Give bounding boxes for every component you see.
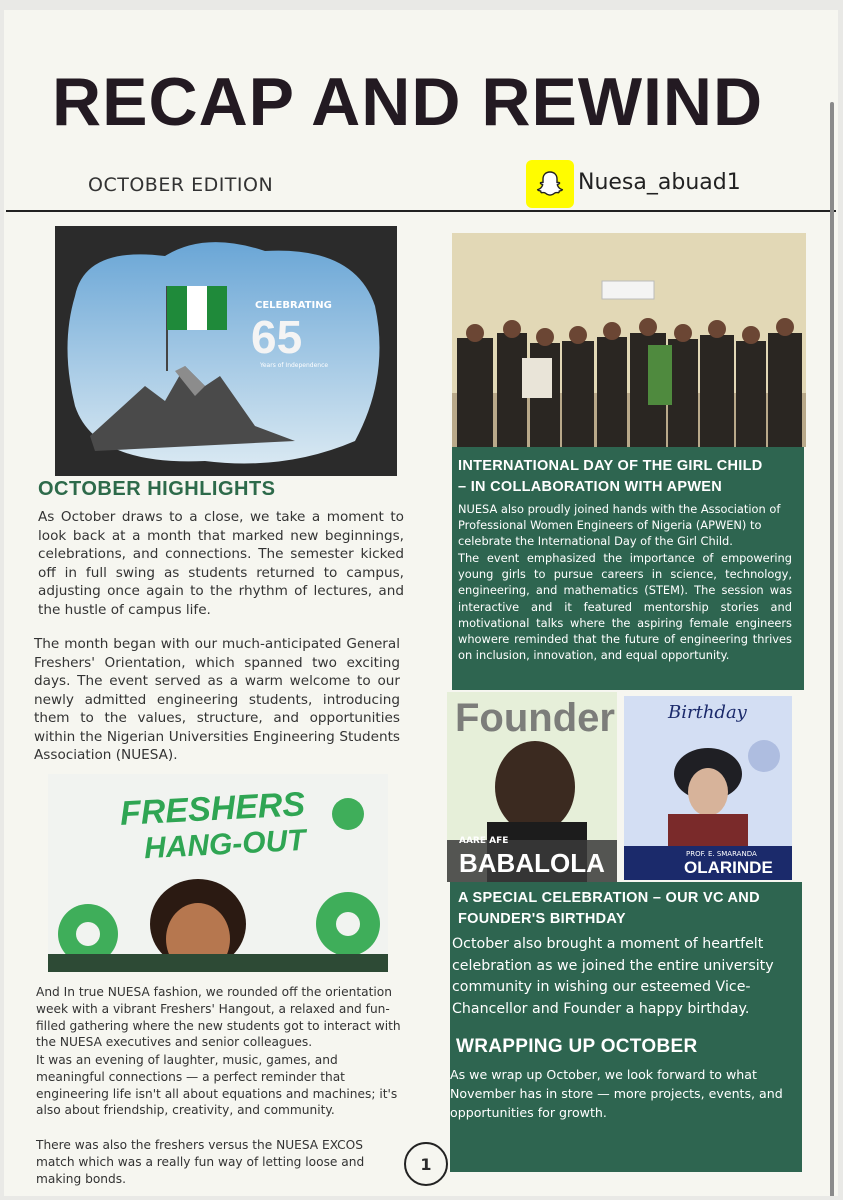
independence-image <box>55 226 397 476</box>
wrap-up-text: As we wrap up October, we look forward to what November has in store — more projects, events, and opportunities for growth. <box>450 1067 783 1120</box>
hero-number: 65 <box>251 311 303 363</box>
vc-pre-name: PROF. E. SMARANDA <box>686 850 757 858</box>
wrap-up-heading: WRAPPING UP OCTOBER <box>456 1036 698 1057</box>
founder-name: BABALOLA <box>459 848 605 878</box>
apwen-group-photo <box>452 233 806 447</box>
social-handle[interactable]: Nuesa_abuad1 <box>578 170 741 195</box>
page-number: 1 <box>404 1142 448 1186</box>
hero-celebrating: CELEBRATING <box>255 300 332 311</box>
girl-child-para-2: The event emphasized the importance of empowering young girls to pursue careers in science, technology, engineering, and mathematics (STEM). The session was interactive and it featured mentorship stories and motivational talks where the aspiring female engineers whowere reminded that the future of engineering thrives on inclusion, innovation, and equal opportunity. <box>458 551 792 663</box>
snapchat-icon[interactable] <box>526 160 574 208</box>
scrollbar[interactable] <box>830 102 834 1196</box>
highlights-heading: OCTOBER HIGHLIGHTS <box>38 478 276 500</box>
header-divider <box>6 210 836 212</box>
vc-name: OLARINDE <box>684 858 773 877</box>
freshers-line-1: FRESHERS <box>119 785 306 833</box>
freshers-hangout-image <box>48 774 388 972</box>
vc-birthday-card <box>624 696 792 880</box>
birthday-text: October also brought a moment of heartfelt celebration as we joined the entire university community in wishing our esteemed Vice-Chancellor and Founder a happy birthday. <box>452 936 774 1017</box>
page-title: RECAP AND REWIND <box>52 64 764 140</box>
girl-child-para-1: NUESA also proudly joined hands with the Association of Professional Women Engineers of Nigeria (APWEN) to celebrate the International Day of the Girl Child. <box>458 502 781 549</box>
girl-child-heading-2: – IN COLLABORATION WITH APWEN <box>458 479 723 495</box>
hangout-para-1: And In true NUESA fashion, we rounded off the orientation week with a vibrant Freshers' Hangout, a relaxed and fun-filled gathering where the new students got to interact with the NUESA executives and senior colleagues. <box>36 985 401 1050</box>
founder-pre-name: AARE AFE <box>459 836 509 846</box>
hangout-para-3: There was also the freshers versus the NUESA EXCOS match which was a really fun way of letting loose and making bonds. <box>36 1138 365 1186</box>
hangout-para-2: It was an evening of laughter, music, games, and meaningful connections — a perfect reminder that engineering life isn't all about equations and machines; it's also about friendship, creativity, and community. <box>36 1053 398 1118</box>
highlights-para-2: The month began with our much-anticipated General Freshers' Orientation, which spanned two exciting days. The event served as a warm welcome to our newly admitted engineering students, introducing them to the values, structure, and opportunities within the Nigerian Universities Engineering Students Association (NUESA). <box>34 636 400 763</box>
founder-card <box>447 692 617 882</box>
newsletter-page <box>4 10 838 1196</box>
freshers-line-2: HANG-OUT <box>143 823 307 866</box>
highlights-para-1: As October draws to a close, we take a moment to look back at a month that marked new beginnings, celebrations, and connections. The semester kicked off in full swing as students returned to campus, adjusting once again to the rhythm of lectures, and the hustle of campus life. <box>38 509 404 618</box>
girl-child-heading-1: INTERNATIONAL DAY OF THE GIRL CHILD <box>458 458 763 474</box>
birthday-heading-1: A SPECIAL CELEBRATION – OUR VC AND <box>458 890 760 906</box>
founder-word: Founder <box>455 696 615 740</box>
vc-script: Birthday <box>668 702 747 723</box>
birthday-heading-2: FOUNDER'S BIRTHDAY <box>458 911 626 927</box>
edition-label: OCTOBER EDITION <box>88 174 274 196</box>
hero-subtitle: Years of Independence <box>260 362 329 369</box>
